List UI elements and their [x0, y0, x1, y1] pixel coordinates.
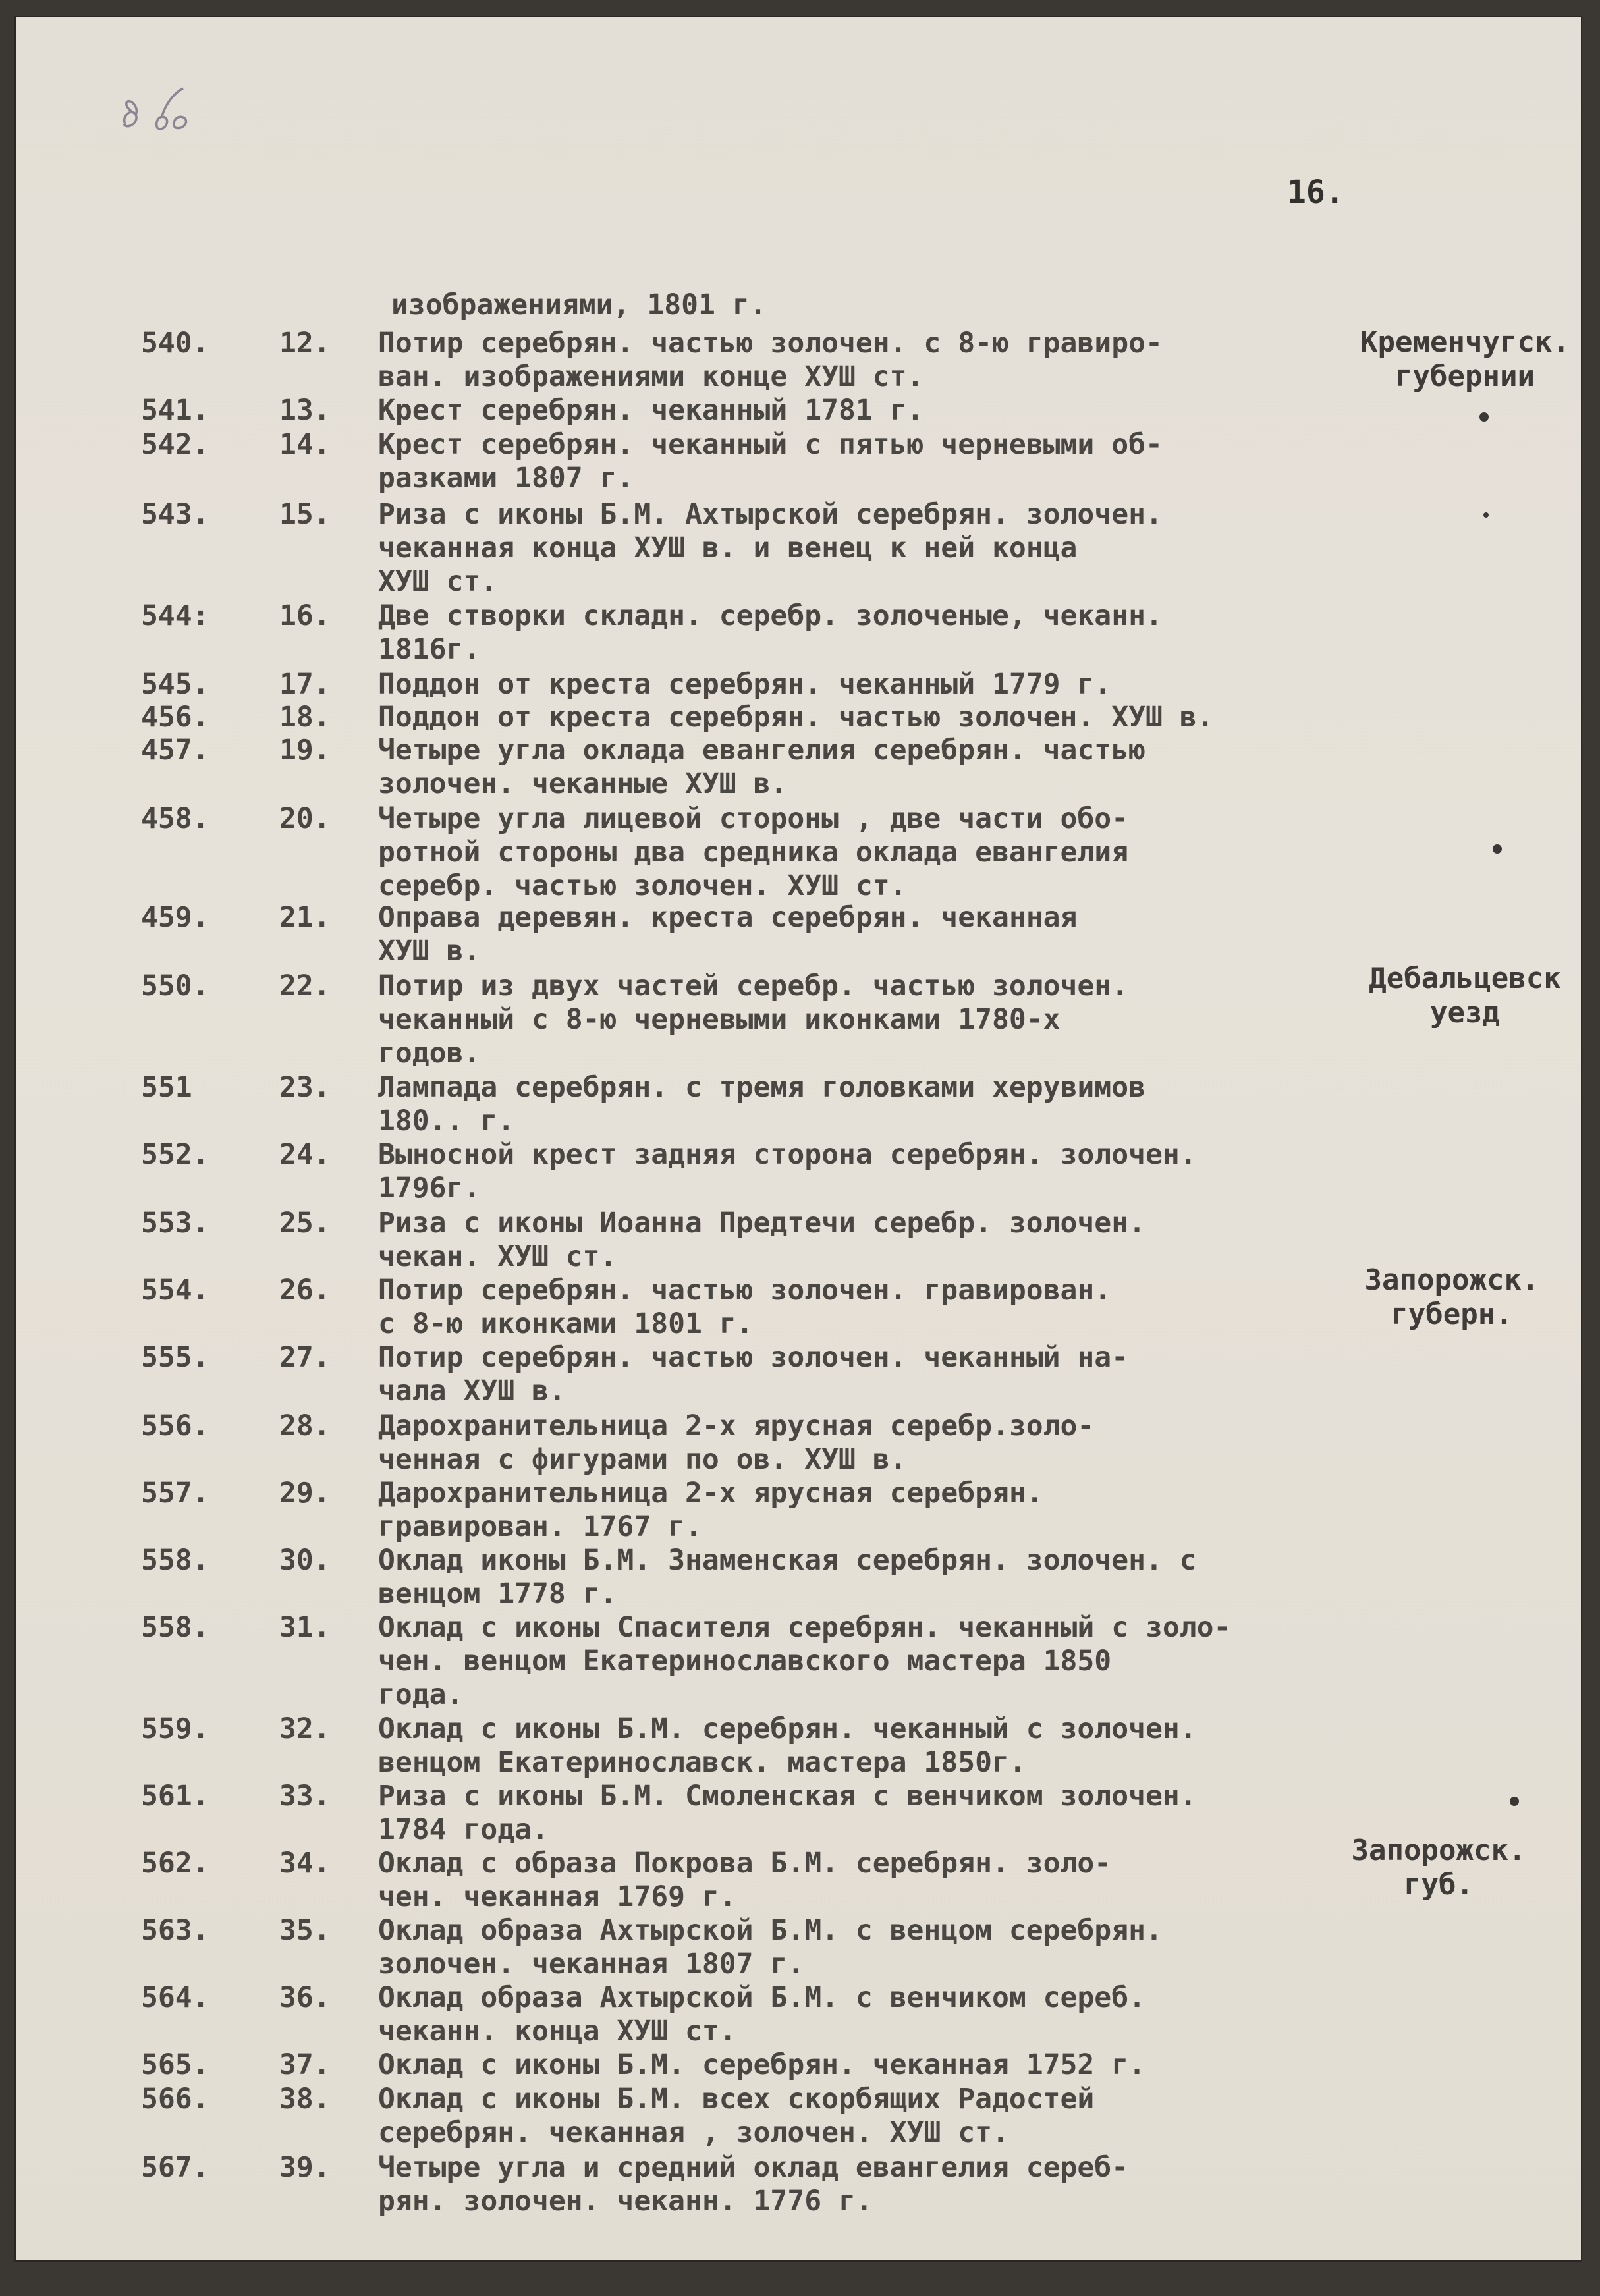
inventory-number: 542. — [141, 428, 209, 461]
inventory-number: 566. — [141, 2083, 209, 2116]
margin-mark — [1510, 1797, 1519, 1806]
continuation-line: изображениями, 1801 г. — [391, 288, 767, 321]
inventory-number: 544: — [141, 599, 209, 632]
item-description: Крест серебрян. чеканный с пятью черневыми об- разками 1807 г. — [378, 428, 1163, 495]
inventory-number: 559. — [141, 1712, 209, 1745]
inventory-number: 553. — [141, 1207, 209, 1240]
item-description: Риза с иконы Б.М. Смоленская с венчиком золочен. 1784 года. — [378, 1780, 1197, 1846]
inventory-number: 543. — [141, 498, 209, 531]
sequence-number: 30. — [279, 1544, 331, 1577]
item-description: Выносной крест задняя сторона серебрян. золочен. 1796г. — [378, 1138, 1197, 1205]
item-description: Оклад образа Ахтырской Б.М. с венцом серебрян. золочен. чеканная 1807 г. — [378, 1914, 1163, 1981]
inventory-number: 558. — [141, 1611, 209, 1644]
item-description: Оклад с иконы Б.М. серебрян. чеканная 1752 г. — [378, 2048, 1145, 2081]
inventory-number: 459. — [141, 901, 209, 934]
item-description: Дарохранительница 2-х ярусная серебрян. гравирован. 1767 г. — [378, 1477, 1043, 1543]
archive-sheet — [16, 17, 1581, 2260]
inventory-number: 557. — [141, 1477, 209, 1510]
sequence-number: 31. — [279, 1611, 331, 1644]
inventory-number: 540. — [141, 327, 209, 360]
inventory-number: 555. — [141, 1341, 209, 1374]
inventory-number: 550. — [141, 970, 209, 1002]
sequence-number: 14. — [279, 428, 331, 461]
sequence-number: 22. — [279, 970, 331, 1002]
inventory-number: 552. — [141, 1138, 209, 1171]
item-description: Риза с иконы Б.М. Ахтырской серебрян. золочен. чеканная конца ХУШ в. и венец к ней конца ХУШ ст. — [378, 498, 1163, 598]
item-description: Лампада серебрян. с тремя головками херувимов 180.. г. — [378, 1071, 1145, 1137]
item-description: Потир серебрян. частью золочен. с 8-ю гравиро- ван. изображениями конце ХУШ ст. — [378, 327, 1163, 393]
item-description: Оклад с иконы Б.М. серебрян. чеканный с золочен. венцом Екатеринославск. мастера 1850г. — [378, 1712, 1197, 1779]
inventory-number: 457. — [141, 734, 209, 767]
sequence-number: 23. — [279, 1071, 331, 1104]
sequence-number: 35. — [279, 1914, 331, 1947]
inventory-number: 545. — [141, 668, 209, 701]
sequence-number: 13. — [279, 394, 331, 427]
region-label: Запорожск. губерн. — [1364, 1263, 1539, 1331]
item-description: Оклад образа Ахтырской Б.М. с венчиком сереб. чеканн. конца ХУШ ст. — [378, 1981, 1145, 2048]
sequence-number: 15. — [279, 498, 331, 531]
item-description: Четыре угла оклада евангелия серебрян. частью золочен. чеканные ХУШ в. — [378, 734, 1145, 800]
sequence-number: 32. — [279, 1712, 331, 1745]
sequence-number: 18. — [279, 701, 331, 734]
item-description: Четыре угла и средний оклад евангелия сереб- рян. золочен. чеканн. 1776 г. — [378, 2151, 1129, 2218]
sequence-number: 36. — [279, 1981, 331, 2014]
sequence-number: 29. — [279, 1477, 331, 1510]
inventory-number: 458. — [141, 802, 209, 835]
sequence-number: 21. — [279, 901, 331, 934]
region-label: Кременчугск. губернии — [1360, 325, 1570, 393]
item-description: Поддон от креста серебрян. чеканный 1779 г. — [378, 668, 1112, 701]
inventory-number: 554. — [141, 1274, 209, 1307]
inventory-number: 456. — [141, 701, 209, 734]
inventory-number: 565. — [141, 2048, 209, 2081]
inventory-number: 551 — [141, 1071, 192, 1104]
sequence-number: 27. — [279, 1341, 331, 1374]
inventory-number: 564. — [141, 1981, 209, 2014]
region-label: Дебальцевск уезд — [1369, 962, 1561, 1029]
item-description: Крест серебрян. чеканный 1781 г. — [378, 394, 924, 427]
item-description: Две створки складн. серебр. золоченые, чеканн. 1816г. — [378, 599, 1163, 666]
region-label: Запорожск. губ. — [1351, 1834, 1526, 1901]
margin-mark — [1483, 512, 1489, 518]
item-description: Оправа деревян. креста серебрян. чеканная ХУШ в. — [378, 901, 1078, 968]
sequence-number: 16. — [279, 599, 331, 632]
inventory-number: 558. — [141, 1544, 209, 1577]
item-description: Потир серебрян. частью золочен. чеканный на- чала ХУШ в. — [378, 1341, 1129, 1408]
sequence-number: 25. — [279, 1207, 331, 1240]
margin-mark — [1479, 412, 1489, 422]
sequence-number: 34. — [279, 1847, 331, 1880]
item-description: Оклад с иконы Б.М. всех скорбящих Радостей серебрян. чеканная , золочен. ХУШ ст. — [378, 2083, 1095, 2149]
inventory-number: 561. — [141, 1780, 209, 1813]
sequence-number: 38. — [279, 2083, 331, 2116]
item-description: Поддон от креста серебрян. частью золочен. ХУШ в. — [378, 701, 1214, 734]
inventory-number: 563. — [141, 1914, 209, 1947]
inventory-number: 541. — [141, 394, 209, 427]
item-description: Потир из двух частей серебр. частью золочен. чеканный с 8-ю черневыми иконками 1780-х годов. — [378, 970, 1129, 1070]
sequence-number: 28. — [279, 1409, 331, 1442]
item-description: Четыре угла лицевой стороны , две части обо- ротной стороны два средника оклада евангелия серебр. частью золочен. ХУШ ст. — [378, 802, 1129, 902]
sequence-number: 39. — [279, 2151, 331, 2184]
item-description: Оклад с иконы Спасителя серебрян. чеканный с золо- чен. венцом Екатеринославского мастера 1850 года. — [378, 1611, 1231, 1711]
page-number: 16. — [1287, 174, 1344, 211]
sequence-number: 12. — [279, 327, 331, 360]
handwritten-folio-number — [120, 83, 206, 136]
sequence-number: 37. — [279, 2048, 331, 2081]
sequence-number: 19. — [279, 734, 331, 767]
item-description: Риза с иконы Иоанна Предтечи серебр. золочен. чекан. ХУШ ст. — [378, 1207, 1145, 1273]
item-description: Потир серебрян. частью золочен. гравирован. с 8-ю иконками 1801 г. — [378, 1274, 1112, 1340]
item-description: Оклад иконы Б.М. Знаменская серебрян. золочен. с венцом 1778 г. — [378, 1544, 1197, 1610]
item-description: Оклад с образа Покрова Б.М. серебрян. золо- чен. чеканная 1769 г. — [378, 1847, 1112, 1913]
sequence-number: 17. — [279, 668, 331, 701]
sequence-number: 20. — [279, 802, 331, 835]
inventory-number: 562. — [141, 1847, 209, 1880]
margin-mark — [1493, 844, 1502, 854]
inventory-number: 567. — [141, 2151, 209, 2184]
sequence-number: 24. — [279, 1138, 331, 1171]
inventory-number: 556. — [141, 1409, 209, 1442]
sequence-number: 26. — [279, 1274, 331, 1307]
sequence-number: 33. — [279, 1780, 331, 1813]
item-description: Дарохранительница 2-х ярусная серебр.золо- ченная с фигурами по ов. ХУШ в. — [378, 1409, 1095, 1476]
